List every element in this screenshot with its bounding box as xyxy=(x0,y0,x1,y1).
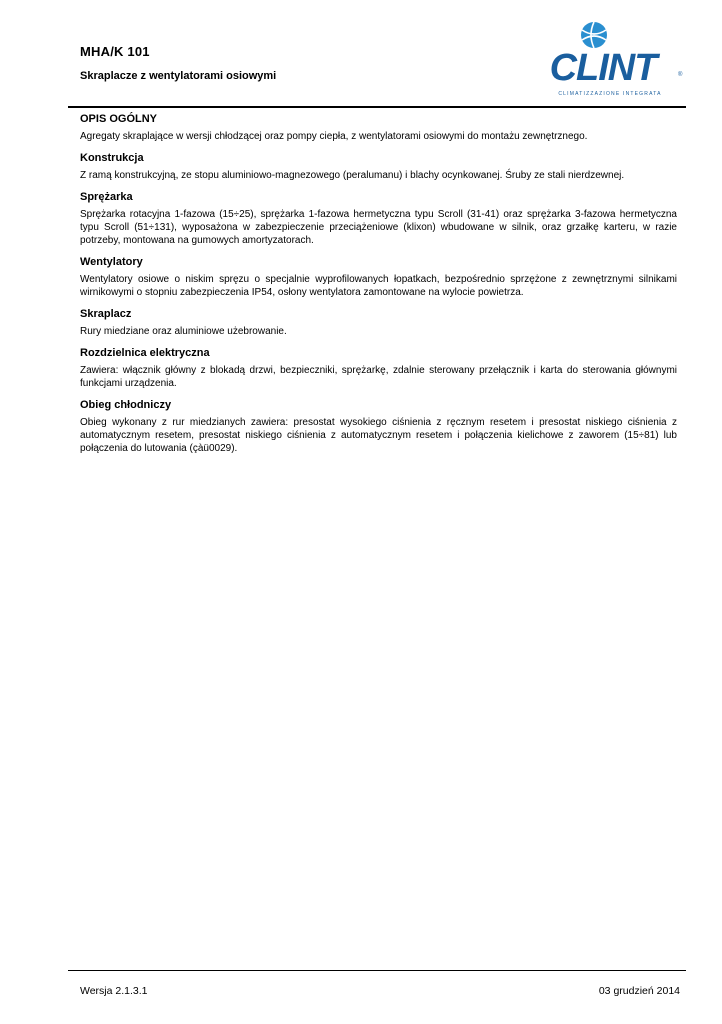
section-heading: OPIS OGÓLNY xyxy=(80,113,158,125)
section-text: Zawiera: włącznik główny z blokadą drzwi, bezpieczniki, sprężarkę, zdalnie sterowany przełącznik i karta do sterowania głównymi funkcjami urządzenia. xyxy=(80,365,677,389)
section-text: Obieg wykonany z rur miedzianych zawiera: presostat wysokiego ciśnienia z ręcznym resetem i presostat niskiego ciśnienia z automatycznym resetem, presostat niskiego ciśnienia z automatycznym resetem i połączenia kielichowe z zaworem (15÷81) lub połączenia do lutowania (çàü0029). xyxy=(80,417,677,454)
section-heading: Rozdzielnica elektryczna xyxy=(80,347,210,359)
section-text: Rury miedziane oraz aluminiowe użebrowanie. xyxy=(80,326,287,337)
section-compressor xyxy=(80,190,677,247)
footer-version: Wersja 2.1.3.1 xyxy=(80,985,148,997)
section-text: Wentylatory osiowe o niskim spręzu o specjalnie wyprofilowanych łopatkach, bezpośrednio sprzężone z zewnętrznymi silnikami wirnikowymi o stopniu zabezpieczenia IP54, osłony wentylatora zamontowane na wylocie powietrza. xyxy=(80,274,677,298)
section-text: Agregaty skraplające w wersji chłodzącej oraz pompy ciepła, z wentylatorami osiowymi do montażu zewnętrznego. xyxy=(80,131,588,142)
section-text: Z ramą konstrukcyjną, ze stopu aluminiowo-magnezowego (peralumanu) i blachy ocynkowanej. Śruby ze stali nierdzewnej. xyxy=(80,170,625,181)
section-heading: Konstrukcja xyxy=(80,152,144,164)
logo-registered: ® xyxy=(678,72,683,78)
section-heading: Skraplacz xyxy=(80,308,132,320)
section-heading: Sprężarka xyxy=(80,191,133,203)
section-heading: Wentylatory xyxy=(80,256,143,268)
section-fans xyxy=(80,255,677,299)
logo-tagline: CLIMATIZZAZIONE INTEGRATA xyxy=(558,91,662,97)
section-construction xyxy=(80,151,677,182)
section-general xyxy=(80,112,677,143)
section-refrigerant-circuit xyxy=(80,398,677,455)
header-divider xyxy=(68,106,686,108)
document-body xyxy=(80,112,677,463)
footer-date: 03 grudzień 2014 xyxy=(598,985,680,997)
section-electrical-board xyxy=(80,346,677,390)
document-title: MHA/K 101 xyxy=(80,44,150,59)
clint-logo xyxy=(518,18,688,100)
document-subtitle: Skraplacze z wentylatorami osiowymi xyxy=(80,70,277,82)
section-text: Sprężarka rotacyjna 1-fazowa (15÷25), sprężarka 1-fazowa hermetyczna typu Scroll (31-41) oraz sprężarka 3-fazowa hermetyczna typu Scroll (51÷131), wyposażona w zabezpieczenie przeciążeniowe (klixon) wbudowane w silnik, oraz grzałkę karteru, w razie potrzeby, montowana na gumowych amortyzatorach. xyxy=(80,209,677,246)
footer-divider xyxy=(68,970,686,971)
ball-icon xyxy=(581,22,607,48)
logo-brand: CLINT xyxy=(549,47,657,89)
section-condenser xyxy=(80,307,677,338)
section-heading: Obieg chłodniczy xyxy=(80,399,172,411)
